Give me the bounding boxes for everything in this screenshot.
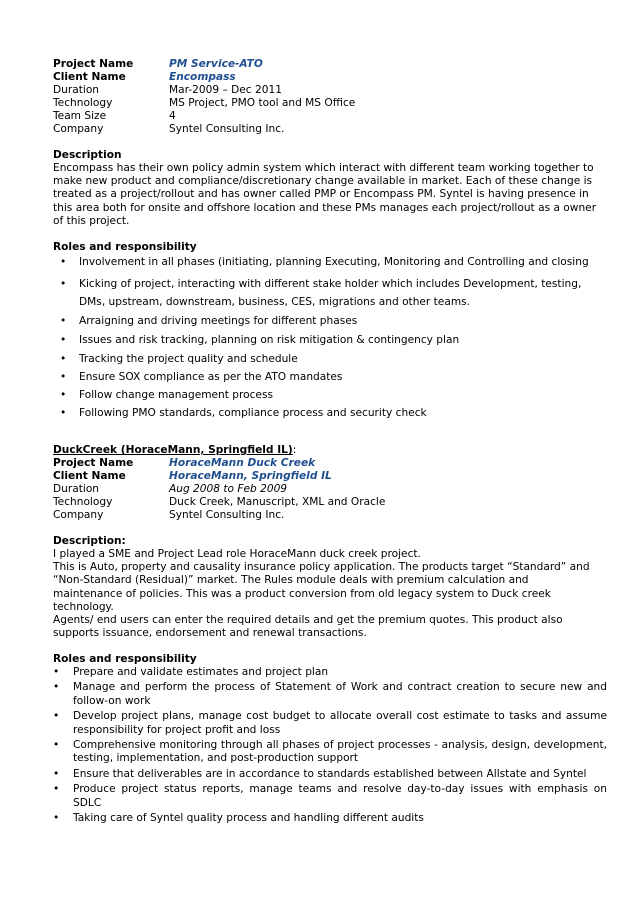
- team-size-value: 4: [169, 110, 176, 122]
- project2-description-heading: Description:: [53, 535, 126, 547]
- bullet-icon: •: [53, 710, 60, 723]
- team-size-label: Team Size: [53, 110, 107, 122]
- technology-label: Technology: [53, 97, 113, 109]
- technology-label: Technology: [53, 496, 113, 508]
- list-item: • Produce project status reports, manage teams and resolve day-to-day issues with emphasis on SDLC: [53, 783, 607, 809]
- project1-roles-list: [53, 256, 605, 420]
- list-item: • Prepare and validate estimates and project plan: [53, 666, 329, 678]
- project2-client-row: [53, 470, 613, 483]
- description-line: of this project.: [53, 214, 130, 227]
- bullet-icon: •: [53, 739, 60, 752]
- list-item: • Comprehensive monitoring through all phases of project processes - analysis, design, development, testing, implementation, and post-production support: [53, 739, 607, 765]
- project-name-label: Project Name: [53, 457, 134, 469]
- bullet-icon: •: [60, 315, 67, 327]
- project2-duration-row: [53, 483, 613, 496]
- description-line: Agents/ end users can enter the required details and get the premium quotes. This product also: [53, 614, 563, 627]
- list-item: • Following PMO standards, compliance process and security check: [60, 407, 427, 419]
- list-item: • Ensure that deliverables are in accordance to standards established between Allstate and Syntel: [53, 767, 587, 780]
- bullet-icon: •: [53, 812, 60, 825]
- description-line: make new product and compliance/discretionary change available in market. Each of these change is: [53, 175, 593, 188]
- list-item: • Develop project plans, manage cost budget to allocate overall cost estimate to tasks and assume responsibility for project profit and loss: [53, 710, 607, 736]
- project2-info-table: [53, 457, 613, 522]
- description-line: supports issuance, endorsement and renewal transactions.: [53, 627, 367, 640]
- description-line: I played a SME and Project Lead role HoraceMann duck creek project.: [53, 548, 421, 560]
- company-label: Company: [53, 123, 104, 135]
- bullet-icon: •: [60, 256, 67, 268]
- description-line: Encompass has their own policy admin system which interact with different team working together to: [53, 162, 594, 174]
- project1-info-table: [53, 58, 613, 136]
- project1-duration-row: [53, 84, 613, 97]
- list-item: • Ensure SOX compliance as per the ATO mandates: [60, 371, 343, 383]
- bullet-icon: •: [60, 353, 67, 365]
- client-name-value: HoraceMann, Springfield IL: [169, 470, 332, 482]
- description-line: treated as a project/rollout and has owner called PMP or Encompass PM. Syntel is having presence in: [53, 188, 589, 201]
- description-line: “Non-Standard (Residual)” market. The Rules module deals with premium calculation and: [53, 574, 529, 587]
- project2-title-text: DuckCreek (HoraceMann, Springfield IL): [53, 444, 293, 456]
- project1-name-row: [53, 58, 613, 71]
- bullet-icon: •: [60, 278, 67, 290]
- project1-company-row: [53, 123, 613, 136]
- description-line: this area both for onsite and offshore location and these PMs manages each project/rollout as a owner: [53, 201, 597, 214]
- list-item: • Kicking of project, interacting with different stake holder which includes Development, testing, DMs, upstream, downstream, business, CES, migrations and other teams.: [53, 275, 605, 311]
- project2-roles-list: [53, 666, 607, 825]
- list-item: • Taking care of Syntel quality process and handling different audits: [53, 812, 424, 825]
- company-label: Company: [53, 509, 104, 521]
- list-item: • Follow change management process: [60, 389, 273, 401]
- bullet-icon: •: [60, 407, 67, 419]
- client-name-label: Client Name: [53, 71, 126, 83]
- project1-teamsize-row: [53, 110, 613, 123]
- client-name-label: Client Name: [53, 470, 126, 482]
- project2-name-row: [53, 457, 613, 470]
- bullet-icon: •: [53, 666, 60, 678]
- project-name-label: Project Name: [53, 58, 134, 70]
- bullet-icon: •: [60, 371, 67, 383]
- duration-value: Mar-2009 – Dec 2011: [169, 84, 282, 96]
- project1-description: [53, 162, 605, 228]
- project1-client-row: [53, 71, 613, 84]
- project2-roles-heading: Roles and responsibility: [53, 653, 197, 665]
- bullet-icon: •: [60, 334, 67, 346]
- project2-title: [53, 444, 296, 457]
- project2-description: [53, 548, 605, 640]
- bullet-icon: •: [60, 389, 67, 401]
- list-item: • Manage and perform the process of Statement of Work and contract creation to secure new and follow-on work: [53, 681, 607, 707]
- duration-label: Duration: [53, 84, 100, 96]
- project2-title-suffix: :: [292, 444, 297, 456]
- project1-roles-heading: Roles and responsibility: [53, 241, 197, 253]
- technology-value: MS Project, PMO tool and MS Office: [169, 97, 356, 109]
- technology-value: Duck Creek, Manuscript, XML and Oracle: [169, 496, 386, 508]
- client-name-value: Encompass: [169, 71, 236, 83]
- company-value: Syntel Consulting Inc.: [169, 509, 285, 521]
- company-value: Syntel Consulting Inc.: [169, 123, 285, 135]
- description-line: technology.: [53, 600, 114, 613]
- duration-label: Duration: [53, 483, 100, 495]
- project2-technology-row: [53, 496, 613, 509]
- bullet-icon: •: [53, 783, 60, 796]
- description-line: This is Auto, property and causality insurance policy application. The products target “Standard” and: [53, 561, 590, 574]
- project1-description-heading: Description: [53, 149, 122, 161]
- list-item: • Issues and risk tracking, planning on risk mitigation & contingency plan: [60, 334, 460, 346]
- project2-company-row: [53, 509, 613, 522]
- project-name-value: PM Service-ATO: [169, 58, 263, 70]
- duration-value: Aug 2008 to Feb 2009: [169, 483, 288, 495]
- description-line: maintenance of policies. This was a product conversion from old legacy system to Duck creek: [53, 587, 551, 600]
- list-item: • Involvement in all phases (initiating, planning Executing, Monitoring and Controlling and closing: [60, 256, 589, 268]
- list-item: • Tracking the project quality and schedule: [60, 353, 298, 365]
- bullet-icon: •: [53, 767, 60, 780]
- bullet-icon: •: [53, 681, 60, 694]
- project-name-value: HoraceMann Duck Creek: [169, 457, 316, 469]
- project1-technology-row: [53, 97, 613, 110]
- list-item: • Arraigning and driving meetings for different phases: [60, 315, 358, 327]
